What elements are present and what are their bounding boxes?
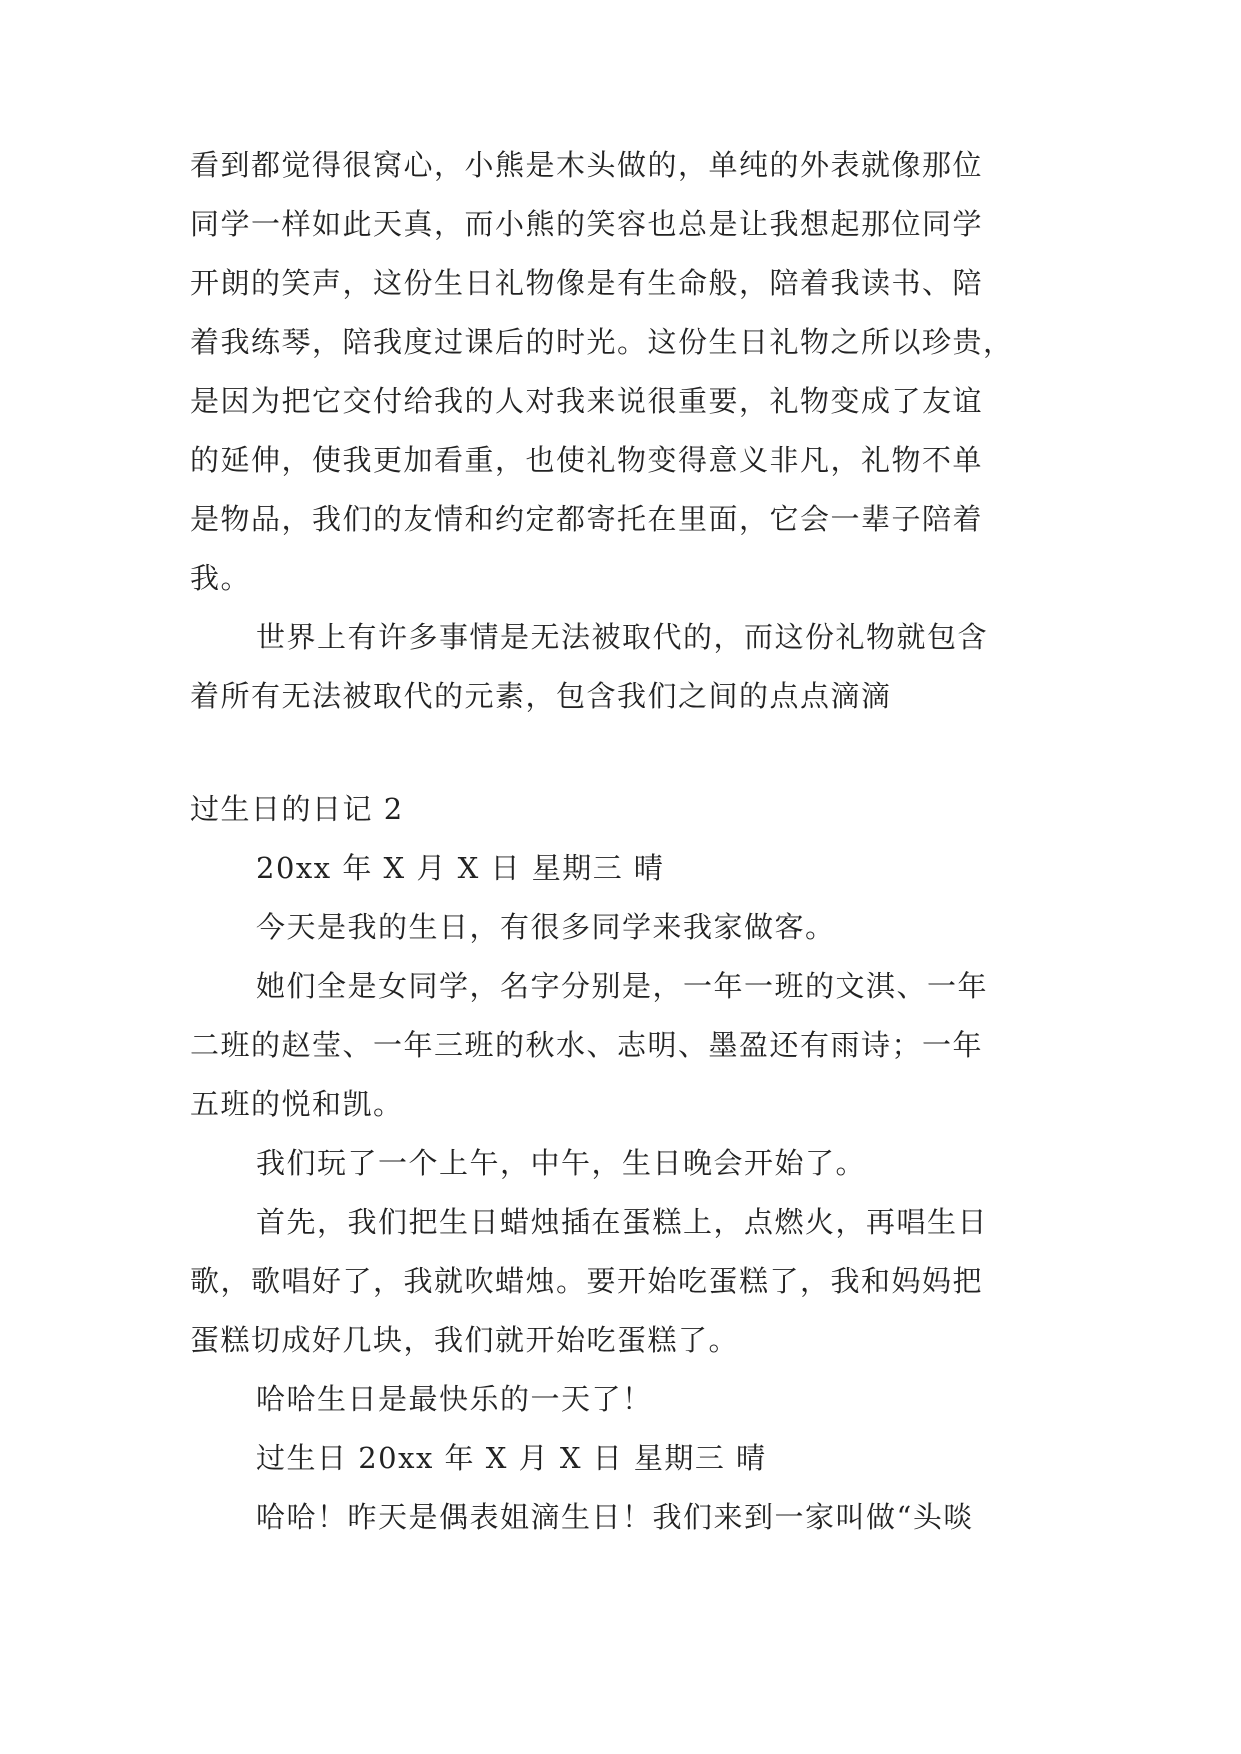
text-line: 的延伸，使我更加看重，也使礼物变得意义非凡，礼物不单 bbox=[190, 443, 984, 477]
text-line: 同学一样如此天真，而小熊的笑容也总是让我想起那位同学 bbox=[190, 207, 984, 241]
text-line: 二班的赵莹、一年三班的秋水、志明、墨盈还有雨诗；一年 bbox=[190, 1028, 984, 1062]
paragraph-party: 我们玩了一个上午，中午，生日晚会开始了。 bbox=[256, 1146, 867, 1180]
text-line: 歌，歌唱好了，我就吹蜡烛。要开始吃蛋糕了，我和妈妈把 bbox=[190, 1264, 984, 1298]
paragraph-guests bbox=[190, 957, 1060, 1134]
text-line: 五班的悦和凯。 bbox=[190, 1087, 404, 1121]
text-line: 着我练琴，陪我度过课后的时光。这份生日礼物之所以珍贵， bbox=[190, 325, 1014, 359]
text-line: 世界上有许多事情是无法被取代的，而这份礼物就包含 bbox=[256, 620, 989, 654]
text-line: 我。 bbox=[190, 561, 252, 595]
paragraph-cake bbox=[190, 1193, 1060, 1370]
text-line: 是物品，我们的友情和约定都寄托在里面，它会一辈子陪着 bbox=[190, 502, 984, 536]
date-line-2: 过生日 20xx 年 X 月 X 日 星期三 晴 bbox=[256, 1441, 767, 1475]
text-line: 是因为把它交付给我的人对我来说很重要，礼物变成了友谊 bbox=[190, 384, 984, 418]
text-line: 看到都觉得很窝心，小熊是木头做的，单纯的外表就像那位 bbox=[190, 148, 984, 182]
text-line: 开朗的笑声，这份生日礼物像是有生命般，陪着我读书、陪 bbox=[190, 266, 984, 300]
text-line: 首先，我们把生日蜡烛插在蛋糕上，点燃火，再唱生日 bbox=[256, 1205, 989, 1239]
paragraph-today: 今天是我的生日，有很多同学来我家做客。 bbox=[256, 910, 836, 944]
text-line: 着所有无法被取代的元素，包含我们之间的点点滴滴 bbox=[190, 679, 892, 713]
paragraph-irreplaceable bbox=[190, 608, 1060, 726]
diary-2 bbox=[190, 780, 1060, 1547]
paragraph-last: 哈哈！昨天是偶表姐滴生日！我们来到一家叫做“头啖 bbox=[256, 1500, 974, 1534]
text-line: 她们全是女同学，名字分别是，一年一班的文淇、一年 bbox=[256, 969, 989, 1003]
paragraph-happy: 哈哈生日是最快乐的一天了！ bbox=[256, 1382, 653, 1416]
section-title: 过生日的日记 2 bbox=[190, 792, 404, 826]
paragraph-bear-gift bbox=[190, 136, 1060, 608]
date-line: 20xx 年 X 月 X 日 星期三 晴 bbox=[256, 851, 665, 885]
text-line: 蛋糕切成好几块，我们就开始吃蛋糕了。 bbox=[190, 1323, 740, 1357]
